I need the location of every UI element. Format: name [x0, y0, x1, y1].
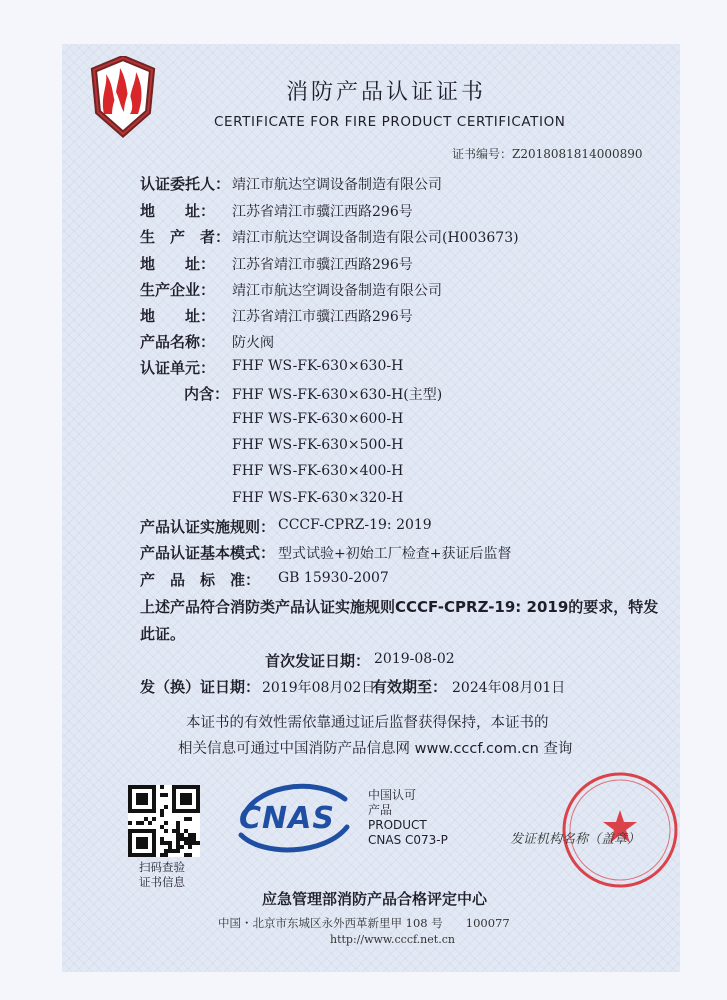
- first-issue-label: 首次发证日期：: [265, 652, 371, 670]
- fire-certification-logo-icon: [90, 56, 156, 142]
- producer-address-value: 江苏省靖江市骥江西路296号: [232, 257, 413, 273]
- issuer-address: 中国・北京市东城区永外西革新里甲 108 号 100077: [218, 916, 510, 930]
- certificate-title-cn: 消防产品认证证书: [286, 80, 487, 105]
- client-address-label: 地 址：: [140, 202, 216, 220]
- issue-date-value: 2019年08月02日: [262, 680, 376, 696]
- model-item: FHF WS-FK-630×630-H(主型): [232, 387, 443, 403]
- issuer-signature-text: 发证机构名称（盖章）: [510, 832, 641, 847]
- factory-address-label: 地 址：: [140, 307, 216, 325]
- cnas-line-1: 中国认可: [368, 788, 417, 802]
- model-item: FHF WS-FK-630×320-H: [232, 490, 404, 506]
- rule-value: CCCF-CPRZ-19: 2019: [278, 517, 432, 533]
- notice-line-2: 相关信息可通过中国消防产品信息网 www.cccf.com.cn 查询: [178, 741, 573, 757]
- certificate-title-en: CERTIFICATE FOR FIRE PRODUCT CERTIFICATION: [214, 114, 566, 130]
- valid-until-label: 有效期至：: [372, 678, 448, 696]
- issue-date-label: 发（换）证日期：: [140, 678, 261, 696]
- producer-address-label: 地 址：: [140, 255, 216, 273]
- factory-label: 生产企业：: [140, 281, 216, 299]
- rule-label: 产品认证实施规则：: [140, 518, 276, 536]
- issuer-name: 应急管理部消防产品合格评定中心: [262, 890, 488, 908]
- standard-value: GB 15930-2007: [278, 570, 389, 586]
- cnas-line-3: PRODUCT: [368, 818, 427, 832]
- producer-value: 靖江市航达空调设备制造有限公司(H003673): [232, 230, 519, 246]
- first-issue-value: 2019-08-02: [374, 651, 455, 667]
- factory-value: 靖江市航达空调设备制造有限公司: [232, 283, 442, 299]
- certificate-number-label: 证书编号：: [452, 147, 513, 161]
- qr-caption-line-1: 扫码查验: [139, 860, 185, 874]
- factory-address-value: 江苏省靖江市骥江西路296号: [232, 309, 413, 325]
- standard-label: 产 品 标 准：: [140, 571, 261, 589]
- model-item: FHF WS-FK-630×600-H: [232, 411, 404, 427]
- mode-label: 产品认证基本模式：: [140, 544, 276, 562]
- certificate-number-value: Z2018081814000890: [512, 147, 643, 161]
- client-address-value: 江苏省靖江市骥江西路296号: [232, 204, 413, 220]
- model-item: FHF WS-FK-630×500-H: [232, 437, 404, 453]
- client-value: 靖江市航达空调设备制造有限公司: [232, 177, 442, 193]
- cnas-accreditation-text: [368, 788, 448, 848]
- issuer-url[interactable]: http://www.cccf.net.cn: [330, 933, 455, 946]
- cert-unit-value: FHF WS-FK-630×630-H: [232, 358, 404, 374]
- product-name-value: 防火阀: [232, 335, 274, 351]
- mode-value: 型式试验+初始工厂检查+获证后监督: [278, 546, 512, 562]
- qr-code-icon[interactable]: [128, 785, 200, 857]
- cert-unit-label: 认证单元：: [140, 359, 216, 377]
- statement-line-1: 上述产品符合消防类产品认证实施规则CCCF-CPRZ-19: 2019的要求，特发: [140, 598, 659, 616]
- product-name-label: 产品名称：: [140, 333, 216, 351]
- contains-label: 内含：: [184, 385, 230, 403]
- qr-caption-line-2: 证书信息: [139, 875, 185, 889]
- certificate-number: [452, 145, 643, 162]
- cnas-logo-text: CNAS: [239, 801, 335, 836]
- qr-caption: [139, 860, 185, 890]
- valid-until-value: 2024年08月01日: [452, 680, 566, 696]
- statement-line-2: 此证。: [140, 625, 186, 643]
- notice-line-1: 本证书的有效性需依靠通过证后监督获得保持，本证书的: [186, 715, 549, 731]
- client-label: 认证委托人：: [140, 175, 231, 193]
- cnas-logo-icon: [233, 777, 353, 861]
- producer-label: 生 产 者：: [140, 228, 231, 246]
- model-item: FHF WS-FK-630×400-H: [232, 463, 404, 479]
- cnas-line-4: CNAS C073-P: [368, 833, 448, 847]
- cnas-line-2: 产品: [368, 803, 393, 817]
